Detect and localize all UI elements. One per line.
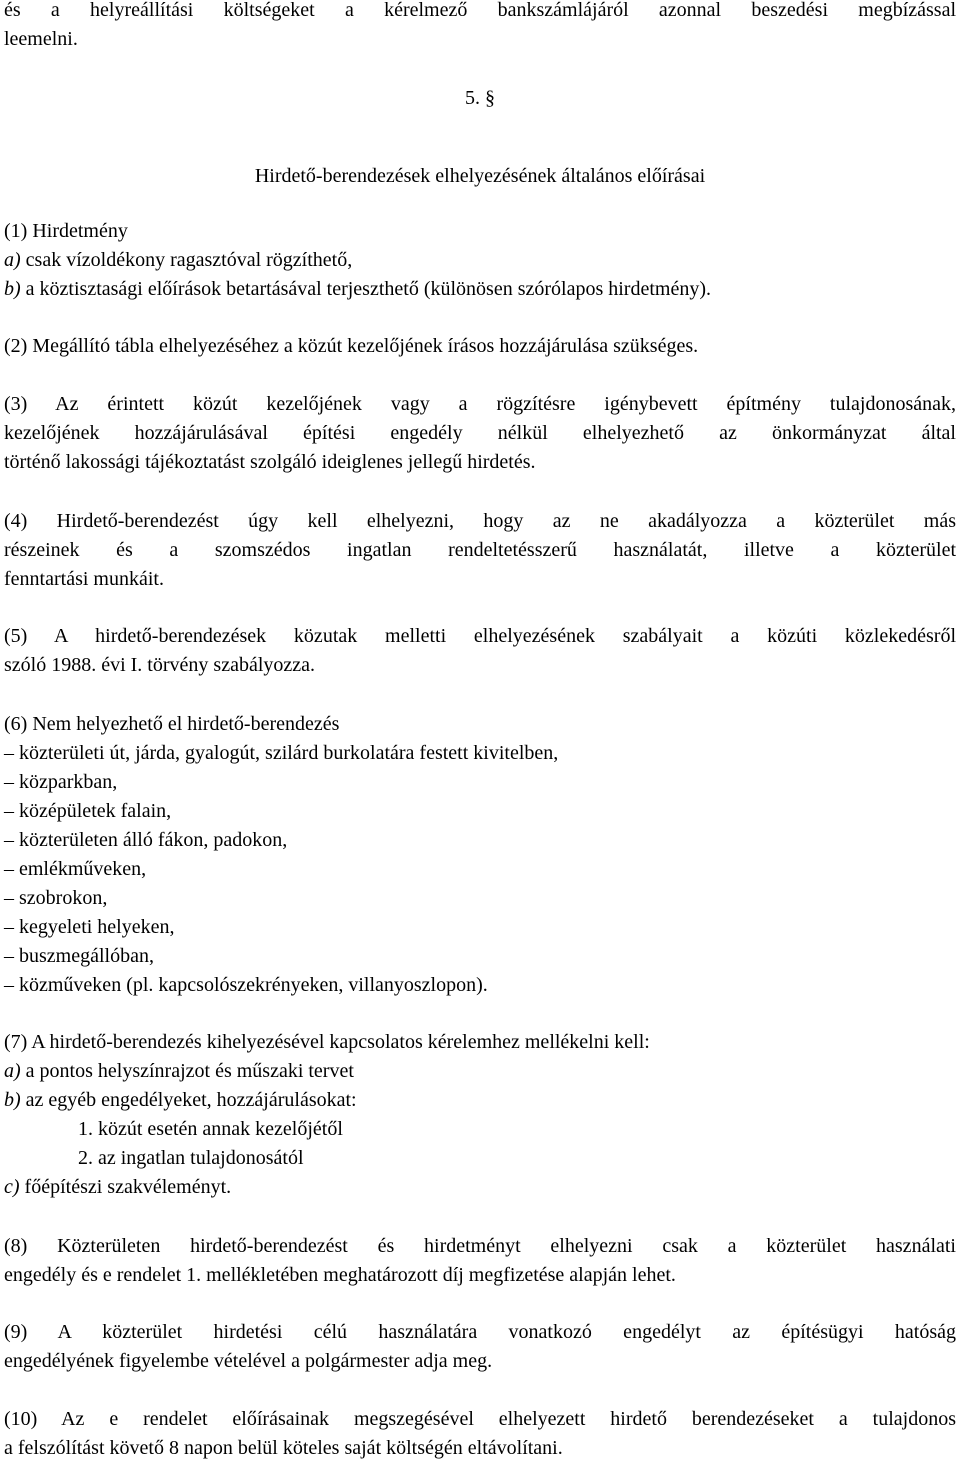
p6-list-item: – szobrokon, [4,887,108,909]
p7-item-b-label: b) [4,1089,21,1111]
p6-list-item: – közparkban, [4,771,118,793]
p3-line-2: kezelőjének hozzájárulásával építési engedély nélkül elhelyezhető az önkormányzat által [4,422,956,444]
p6-list-item: – emlékműveken, [4,858,147,880]
p1-item-b-text: a köztisztasági előírások betartásával terjeszthető (különösen szórólapos hirdetmény). [20,278,711,300]
p6-list-item: – kegyeleti helyeken, [4,916,175,938]
p7-item-a [4,1057,956,1086]
p6-list-item: – közterületi út, járda, gyalogút, szilárd burkolatára festett kivitelben, [4,742,559,764]
p7-item-a-text: a pontos helyszínrajzot és műszaki tervet [20,1060,354,1082]
p7-item-b-text: az egyéb engedélyeket, hozzájárulásokat: [20,1089,357,1111]
p1-heading: (1) Hirdetmény [4,220,128,242]
p6-list-item: – buszmegállóban, [4,945,154,967]
p3-line-1: (3) Az érintett közút kezelőjének vagy a rögzítésre igénybevett építmény tulajdonosának, [4,393,956,415]
p10-line-2: a felszólítást követő 8 napon belül köteles saját költségén eltávolítani. [4,1437,563,1459]
p7-item-c-label: c) [4,1176,20,1198]
p10-line-1: (10) Az e rendelet előírásainak megszegésével elhelyezett hirdető berendezéseket a tulajdonos [4,1408,956,1430]
p1-item-b [4,275,956,304]
p6-list-item: – közműveken (pl. kapcsolószekrényeken, villanyoszlopon). [4,974,488,996]
p2-line-1: (2) Megállító tábla elhelyezéséhez a közút kezelőjének írásos hozzájárulása szükséges. [4,335,699,357]
p3-line-3: történő lakossági tájékoztatást szolgáló ideiglenes jellegű hirdetés. [4,451,536,473]
p1-item-a-text: csak vízoldékony ragasztóval rögzíthető, [20,249,353,271]
section-title: Hirdető-berendezések elhelyezésének általános előírásai [254,165,706,187]
p7-item-c-text: főépítészi szakvéleményt. [19,1176,232,1198]
p7-sub-item-2: 2. az ingatlan tulajdonosától [78,1147,304,1169]
p4-line-3: fenntartási munkáit. [4,568,164,590]
p1-item-a [4,246,956,275]
p4-line-2: részeinek és a szomszédos ingatlan rendeltetésszerű használatát, illetve a közterület [4,539,956,561]
p7-heading: (7) A hirdető-berendezés kihelyezésével kapcsolatos kérelemhez mellékelni kell: [4,1031,650,1053]
p8-line-1: (8) Közterületen hirdető-berendezést és hirdetményt elhelyezni csak a közterület használati [4,1235,956,1257]
p7-item-a-label: a) [4,1060,21,1082]
p5-line-2: szóló 1988. évi I. törvény szabályozza. [4,654,316,676]
p9-line-1: (9) A közterület hirdetési célú használatára vonatkozó engedélyt az építésügyi hatóság [4,1321,956,1343]
p1-item-b-label: b) [4,278,21,300]
p7-sub-item-1: 1. közút esetén annak kezelőjétől [78,1118,343,1140]
p1-item-a-label: a) [4,249,21,271]
p7-item-b [4,1086,956,1115]
p9-line-2: engedélyének figyelembe vételével a polgármester adja meg. [4,1350,493,1372]
p4-line-1: (4) Hirdető-berendezést úgy kell elhelyezni, hogy az ne akadályozza a közterület más [4,510,956,532]
intro-line-2: leemelni. [4,28,78,50]
p5-line-1: (5) A hirdető-berendezések közutak melletti elhelyezésének szabályait a közúti közlekedésről [4,625,956,647]
p7-item-c [4,1173,956,1202]
p6-list-item: – középületek falain, [4,800,172,822]
section-number: 5. § [465,87,495,109]
p8-line-2: engedély és e rendelet 1. mellékletében meghatározott díj megfizetése alapján lehet. [4,1264,676,1286]
p6-list-item: – közterületen álló fákon, padokon, [4,829,288,851]
p6-heading: (6) Nem helyezhető el hirdető-berendezés [4,713,340,735]
intro-line-1: és a helyreállítási költségeket a kérelmező bankszámlájáról azonnal beszedési megbízással [4,0,956,21]
